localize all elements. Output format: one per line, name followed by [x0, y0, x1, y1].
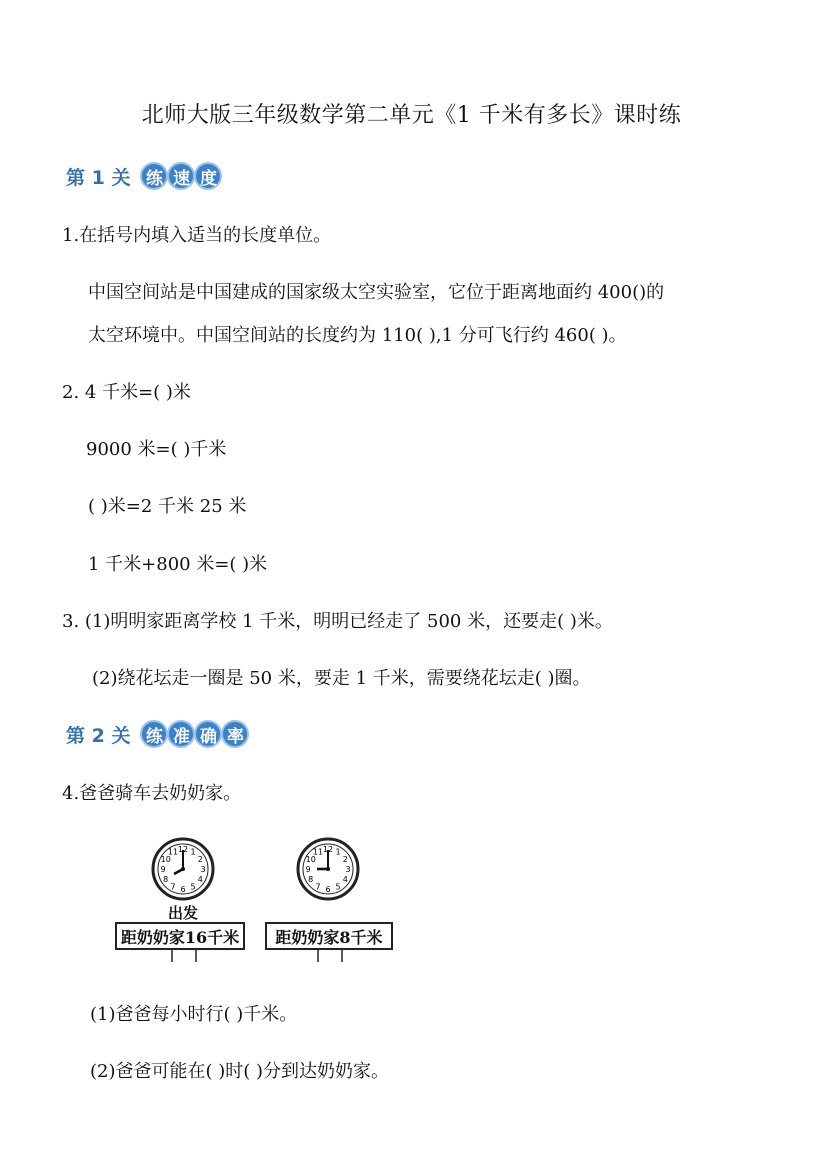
question-2-line: 1 千米+800 米=( )米: [88, 554, 268, 575]
clock-numeral: 9: [160, 865, 166, 874]
question-4-stem: 4.爸爸骑车去奶奶家。: [62, 783, 242, 804]
clock-numeral: 4: [342, 875, 348, 884]
clock-numeral: 11: [167, 847, 179, 857]
clock-numeral: 11: [312, 847, 324, 857]
clock-numeral: 12: [177, 845, 189, 854]
bike-trip-figure: [110, 832, 410, 972]
distance-sign: 距奶奶家16千米: [115, 922, 245, 950]
section-2-header: [66, 720, 248, 748]
distance-sign: 距奶奶家8千米: [265, 922, 393, 950]
section-2-badge: 确: [194, 720, 222, 748]
section-1-label: 第 1 关: [66, 166, 131, 189]
section-1-header: [66, 162, 221, 190]
clock-numeral: 6: [325, 885, 331, 894]
section-2-badge: 率: [221, 720, 249, 748]
question-2-line: ( )米=2 千米 25 米: [88, 496, 247, 517]
clock-numeral: 8: [163, 875, 169, 884]
clock-numeral: 1: [335, 847, 341, 857]
section-2-badge: 准: [167, 720, 195, 748]
section-2-label: 第 2 关: [66, 724, 131, 747]
clock-icon: [153, 839, 213, 899]
clock-numeral: 7: [315, 882, 321, 892]
clock-numeral: 10: [160, 855, 171, 864]
question-3-line: 3. (1)明明家距离学校 1 千米，明明已经走了 500 米，还要走( )米。: [62, 611, 613, 632]
question-1-line: 太空环境中。中国空间站的长度约为 110( ),1 分可飞行约 460( )。: [88, 325, 627, 346]
clock-numeral: 8: [308, 875, 314, 884]
question-4-part: (1)爸爸每小时行( )千米。: [90, 1004, 298, 1025]
clock-numeral: 6: [180, 885, 186, 894]
question-1-line: 中国空间站是中国建成的国家级太空实验室，它位于距离地面约 400()的: [88, 282, 665, 303]
clock-numeral: 10: [305, 855, 316, 864]
section-2-badge: 练: [140, 720, 168, 748]
clock-numeral: 5: [335, 882, 341, 892]
clock-icon: [298, 839, 358, 899]
page-title: 北师大版三年级数学第二单元《1 千米有多长》课时练: [141, 103, 682, 128]
depart-label: 出发: [168, 904, 199, 922]
clock-numeral: 1: [190, 847, 196, 857]
section-1-badge: 速: [167, 162, 195, 190]
clock-numeral: 4: [197, 875, 203, 884]
clock-numeral: 5: [190, 882, 196, 892]
question-3-line: (2)绕花坛走一圈是 50 米，要走 1 千米，需要绕花坛走( )圈。: [92, 668, 591, 689]
clocks-illustration: [110, 832, 410, 972]
clock-numeral: 9: [305, 865, 311, 874]
question-1-stem: 1.在括号内填入适当的长度单位。: [62, 225, 332, 246]
clock-numeral: 3: [345, 865, 351, 874]
section-1-badge: 练: [140, 162, 168, 190]
clock-numeral: 2: [197, 855, 203, 864]
section-1-badge: 度: [194, 162, 222, 190]
clock-numeral: 2: [342, 855, 348, 864]
question-2-line: 2. 4 千米=( )米: [62, 382, 191, 403]
question-2-line: 9000 米=( )千米: [86, 439, 227, 460]
clock-numeral: 12: [322, 845, 334, 854]
clock-numeral: 7: [170, 882, 176, 892]
question-4-part: (2)爸爸可能在( )时( )分到达奶奶家。: [90, 1061, 390, 1082]
clock-numeral: 3: [200, 865, 206, 874]
